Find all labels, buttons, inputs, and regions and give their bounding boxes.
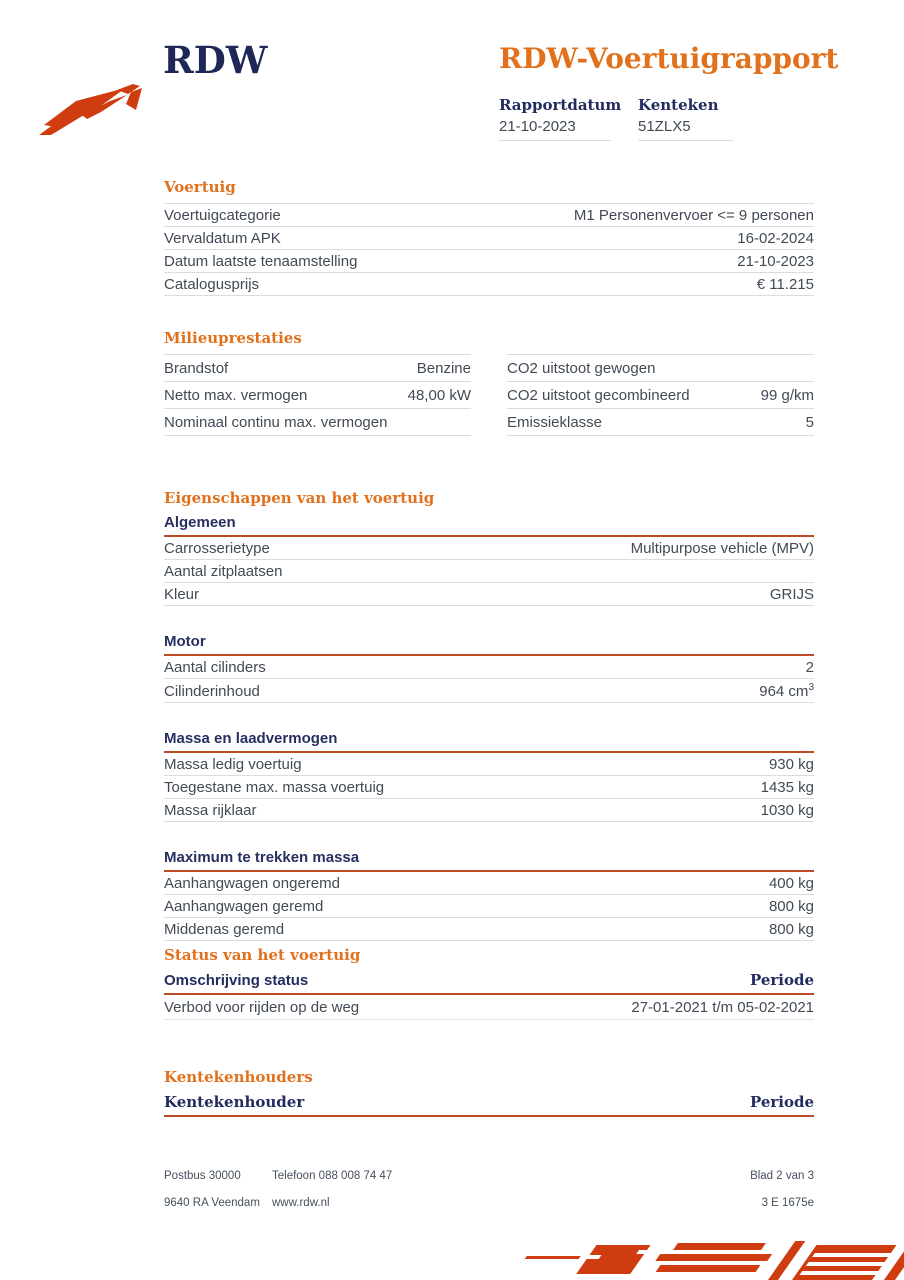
footer-page-number: Blad 2 van 3 [750,1170,814,1182]
row-label: Aanhangwagen geremd [164,895,682,918]
section-voertuig-title: Voertuig [164,178,236,196]
table-row [164,656,814,679]
license-plate-value: 51ZLX5 [638,118,691,135]
row-value: 21-10-2023 [454,250,814,273]
table-row [164,250,814,273]
table-row [164,227,814,250]
row-value: 48,00 kW [403,382,471,409]
table-row [507,409,814,436]
row-label: Toegestane max. massa voertuig [164,776,687,799]
status-header-row [164,971,814,995]
table-row [164,753,814,776]
status-col2-header: Periode [749,971,814,989]
row-label: Carrosserietype [164,537,419,560]
subsection-massa-title: Massa en laadvermogen [164,730,814,753]
row-label: CO2 uitstoot gecombineerd [507,382,745,409]
table-row [164,409,471,436]
table-row [164,799,814,822]
footer-website: www.rdw.nl [272,1197,330,1209]
kentekenhouders-header-row [164,1093,814,1117]
trekken-table [164,872,814,941]
row-value: 99 g/km [745,382,814,409]
section-status [164,946,814,1020]
table-row [164,679,814,703]
massa-table [164,753,814,822]
page-title: RDW-Voertuigrapport [499,42,839,75]
footer-address-line2: 9640 RA Veendam [164,1197,260,1209]
report-date-label: Rapportdatum [499,96,622,114]
row-label: Datum laatste tenaamstelling [164,250,454,273]
row-label: Aantal cilinders [164,656,587,679]
row-label: Massa ledig voertuig [164,753,687,776]
row-label: Voertuigcategorie [164,204,454,227]
row-value: 930 kg [687,753,814,776]
row-label: Netto max. vermogen [164,382,403,409]
license-plate-label: Kenteken [638,96,719,114]
row-label: Aantal zitplaatsen [164,560,419,583]
section-eigenschappen [164,489,814,941]
table-row [164,995,814,1020]
row-value: 400 kg [682,872,814,895]
footer-address-line1: Postbus 30000 [164,1170,241,1182]
table-row [164,204,814,227]
table-row [507,355,814,382]
table-row [164,776,814,799]
row-label: Vervaldatum APK [164,227,454,250]
report-date-value: 21-10-2023 [499,118,576,135]
subsection-algemeen-title: Algemeen [164,514,814,537]
footer-doc-code: 3 E 1675e [761,1197,814,1209]
row-label: Catalogusprijs [164,273,454,296]
row-label: Emissieklasse [507,409,745,436]
section-milieuprestaties [164,329,814,436]
section-kentekenhouders [164,1068,814,1117]
row-value: 1030 kg [687,799,814,822]
superscript: 3 [808,682,814,693]
row-value: 964 $cm^3$ [587,679,814,703]
table-row [164,583,814,606]
table-row [164,918,814,941]
row-value: GRIJS [419,583,814,606]
subsection-trekken-title: Maximum te trekken massa [164,849,814,872]
table-row [164,560,814,583]
row-value: € 11.215 [454,273,814,296]
page-footer [164,1170,814,1224]
motor-table [164,656,814,703]
row-value: M1 Personenvervoer <= 9 personen [454,204,814,227]
milieu-left-table [164,354,471,436]
kentekenhouder-col2-header: Periode [749,1093,814,1111]
kentekenhouder-col1-header: Kentekenhouder [164,1093,305,1111]
table-row [164,537,814,560]
row-value: 2 [587,656,814,679]
row-label: Verbod voor rijden op de weg [164,999,360,1016]
row-value: Multipurpose vehicle (MPV) [419,537,814,560]
row-label: Aanhangwagen ongeremd [164,872,682,895]
rdw-eagle-icon [38,84,163,136]
row-value [403,409,471,436]
row-value: Benzine [403,355,471,382]
table-row [164,273,814,296]
voertuig-table [164,203,814,296]
section-status-title: Status van het voertuig [164,946,361,964]
table-row [164,872,814,895]
row-label: Kleur [164,583,419,606]
row-value: 800 kg [682,895,814,918]
footer-stripes-graphic [514,1240,904,1280]
section-voertuig [164,178,814,296]
row-value: 16-02-2024 [454,227,814,250]
section-eigenschappen-title: Eigenschappen van het voertuig [164,489,435,507]
row-label: CO2 uitstoot gewogen [507,355,745,382]
status-col1-header: Omschrijving status [164,972,309,989]
row-label: Brandstof [164,355,403,382]
row-value [419,560,814,583]
table-row [507,382,814,409]
report-date-rule [499,140,611,141]
section-milieuprestaties-title: Milieuprestaties [164,329,302,347]
table-row [164,895,814,918]
license-plate-rule [638,140,733,141]
row-label: Massa rijklaar [164,799,687,822]
row-value: 800 kg [682,918,814,941]
section-kentekenhouders-title: Kentekenhouders [164,1068,313,1086]
row-label: Middenas geremd [164,918,682,941]
row-value: 27-01-2021 t/m 05-02-2021 [631,999,814,1016]
footer-phone: Telefoon 088 008 74 47 [272,1170,393,1182]
row-label: Nominaal continu max. vermogen [164,409,403,436]
row-value: 5 [745,409,814,436]
row-value [745,355,814,382]
row-value: 1435 kg [687,776,814,799]
table-row [164,382,471,409]
row-label: Cilinderinhoud [164,679,587,703]
algemeen-table [164,537,814,606]
rdw-logo-text: RDW [163,38,268,82]
subsection-motor-title: Motor [164,633,814,656]
milieu-right-table [507,354,814,436]
table-row [164,355,471,382]
